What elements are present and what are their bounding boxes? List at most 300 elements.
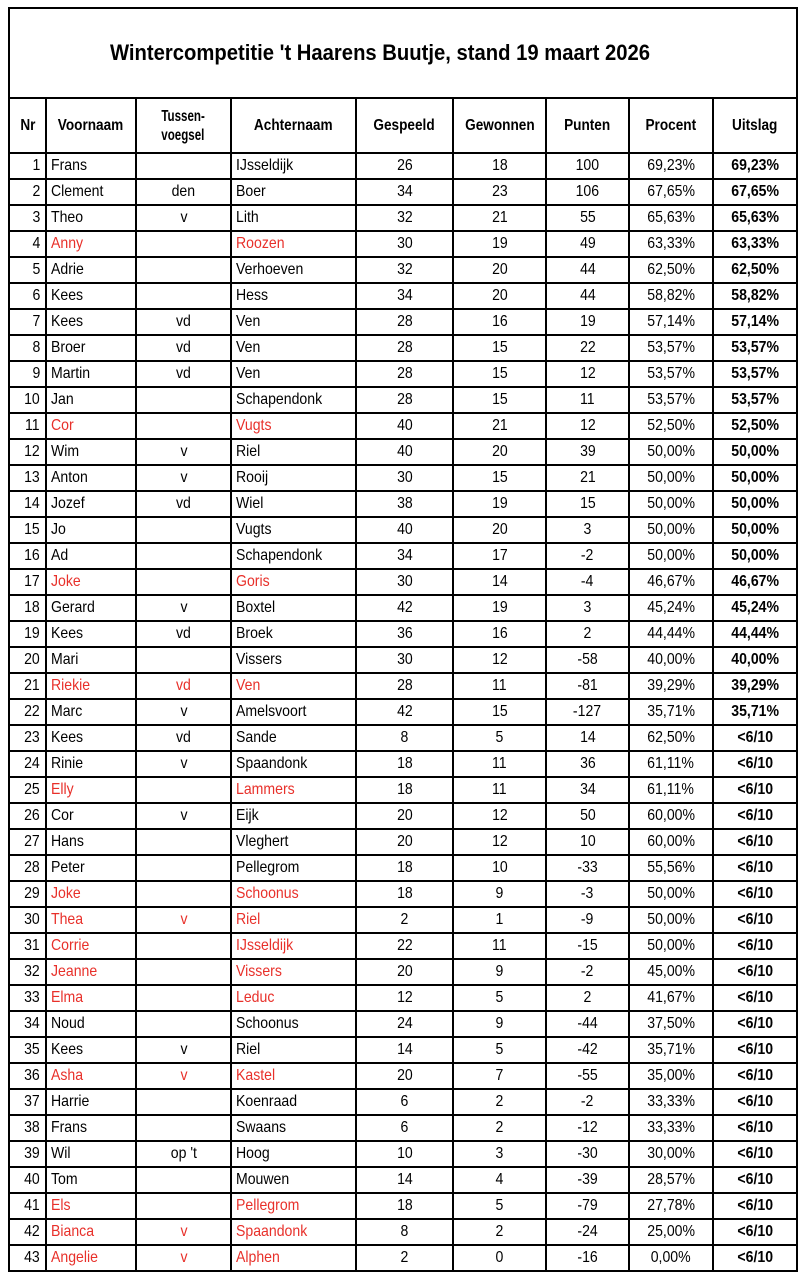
- cell-gewonnen: [453, 777, 546, 803]
- cell-gewonnen: [453, 1011, 546, 1037]
- cell-gewonnen: [453, 985, 546, 1011]
- voornaam-value: Ad: [51, 547, 69, 564]
- cell-tussen: [136, 1193, 231, 1219]
- cell-punten: [546, 1193, 629, 1219]
- achternaam-value: Verhoeven: [236, 261, 304, 278]
- cell-gespeeld: [356, 309, 453, 335]
- cell-tussen: [136, 647, 231, 673]
- procent-value: 55,56%: [647, 859, 695, 876]
- uitslag-value: <6/10: [737, 1119, 773, 1136]
- cell-voornaam: [46, 1037, 136, 1063]
- cell-procent: [629, 647, 713, 673]
- procent-value: 50,00%: [647, 885, 695, 902]
- cell-gespeeld: [356, 569, 453, 595]
- gewonnen-value: 2: [495, 1093, 504, 1110]
- cell-punten: [546, 621, 629, 647]
- nr-value: 40: [24, 1171, 40, 1188]
- uitslag-value: <6/10: [737, 1145, 773, 1162]
- cell-nr: [9, 1193, 46, 1219]
- tussen-value: v: [179, 599, 188, 616]
- tussen-value: vd: [176, 729, 191, 746]
- procent-value: 45,24%: [647, 599, 695, 616]
- voornaam-value: Wil: [51, 1145, 71, 1162]
- punten-value: -4: [581, 573, 594, 590]
- cell-procent: [629, 465, 713, 491]
- punten-value: 3: [583, 599, 592, 616]
- punten-value: -24: [577, 1223, 598, 1240]
- cell-nr: [9, 283, 46, 309]
- punten-value: -12: [577, 1119, 598, 1136]
- cell-gespeeld: [356, 153, 453, 179]
- nr-value: 4: [32, 235, 41, 252]
- voornaam-value: Kees: [51, 625, 84, 642]
- nr-value: 3: [32, 209, 41, 226]
- punten-value: -127: [573, 703, 602, 720]
- cell-achternaam: [231, 1141, 356, 1167]
- cell-nr: [9, 751, 46, 777]
- cell-voornaam: [46, 673, 136, 699]
- cell-voornaam: [46, 959, 136, 985]
- uitslag-value: 50,00%: [731, 495, 779, 512]
- procent-value: 25,00%: [647, 1223, 695, 1240]
- uitslag-value: <6/10: [737, 807, 773, 824]
- cell-achternaam: [231, 1219, 356, 1245]
- table-row: [9, 413, 797, 439]
- achternaam-value: Vissers: [236, 651, 282, 668]
- punten-value: -39: [577, 1171, 598, 1188]
- tussen-value: v: [179, 1249, 188, 1266]
- cell-nr: [9, 205, 46, 231]
- gespeeld-value: 24: [396, 1015, 413, 1032]
- table-row: [9, 699, 797, 725]
- cell-procent: [629, 413, 713, 439]
- cell-achternaam: [231, 179, 356, 205]
- cell-tussen: [136, 205, 231, 231]
- uitslag-value: <6/10: [737, 963, 773, 980]
- punten-value: 2: [583, 625, 592, 642]
- table-row: [9, 543, 797, 569]
- voornaam-value: Kees: [51, 287, 84, 304]
- achternaam-value: Hoog: [236, 1145, 270, 1162]
- cell-gespeeld: [356, 829, 453, 855]
- gespeeld-value: 40: [396, 443, 413, 460]
- gewonnen-value: 9: [495, 963, 504, 980]
- cell-tussen: [136, 439, 231, 465]
- cell-gewonnen: [453, 335, 546, 361]
- gewonnen-value: 15: [491, 339, 508, 356]
- cell-voornaam: [46, 309, 136, 335]
- cell-uitslag: [713, 647, 797, 673]
- cell-achternaam: [231, 543, 356, 569]
- achternaam-value: Mouwen: [236, 1171, 290, 1188]
- punten-value: 44: [579, 287, 596, 304]
- gewonnen-value: 11: [492, 937, 507, 954]
- cell-uitslag: [713, 387, 797, 413]
- cell-nr: [9, 439, 46, 465]
- cell-punten: [546, 1141, 629, 1167]
- cell-punten: [546, 803, 629, 829]
- procent-value: 61,11%: [647, 781, 695, 798]
- cell-procent: [629, 1089, 713, 1115]
- gespeeld-value: 2: [400, 911, 409, 928]
- cell-punten: [546, 517, 629, 543]
- gewonnen-value: 5: [495, 729, 504, 746]
- punten-value: 14: [579, 729, 596, 746]
- cell-achternaam: [231, 959, 356, 985]
- cell-tussen: [136, 1063, 231, 1089]
- cell-uitslag: [713, 465, 797, 491]
- voornaam-value: Kees: [51, 313, 84, 330]
- cell-tussen: [136, 699, 231, 725]
- uitslag-value: <6/10: [737, 1197, 773, 1214]
- procent-value: 35,71%: [647, 703, 695, 720]
- cell-gespeeld: [356, 855, 453, 881]
- standings-body: [9, 153, 797, 1271]
- cell-voornaam: [46, 1245, 136, 1271]
- cell-uitslag: [713, 959, 797, 985]
- cell-voornaam: [46, 361, 136, 387]
- cell-nr: [9, 855, 46, 881]
- cell-gespeeld: [356, 1219, 453, 1245]
- cell-gewonnen: [453, 1167, 546, 1193]
- cell-voornaam: [46, 413, 136, 439]
- achternaam-value: Riel: [236, 443, 261, 460]
- gewonnen-value: 9: [495, 1015, 504, 1032]
- cell-uitslag: [713, 491, 797, 517]
- cell-tussen: [136, 985, 231, 1011]
- cell-achternaam: [231, 621, 356, 647]
- nr-value: 27: [24, 833, 40, 850]
- cell-voornaam: [46, 465, 136, 491]
- cell-achternaam: [231, 335, 356, 361]
- cell-gespeeld: [356, 413, 453, 439]
- cell-punten: [546, 933, 629, 959]
- cell-punten: [546, 153, 629, 179]
- cell-procent: [629, 517, 713, 543]
- cell-gewonnen: [453, 205, 546, 231]
- cell-gespeeld: [356, 1115, 453, 1141]
- achternaam-value: Roozen: [236, 235, 285, 252]
- cell-punten: [546, 1011, 629, 1037]
- cell-nr: [9, 595, 46, 621]
- cell-uitslag: [713, 361, 797, 387]
- header-procent: [629, 98, 713, 153]
- cell-achternaam: [231, 855, 356, 881]
- header-punten-label: Punten: [564, 117, 611, 134]
- tussen-value: v: [179, 1223, 188, 1240]
- uitslag-value: <6/10: [737, 755, 773, 772]
- cell-gespeeld: [356, 1089, 453, 1115]
- gewonnen-value: 7: [495, 1067, 504, 1084]
- uitslag-value: 69,23%: [731, 157, 779, 174]
- tussen-value: vd: [176, 339, 191, 356]
- cell-voornaam: [46, 647, 136, 673]
- cell-tussen: [136, 621, 231, 647]
- tussen-value: v: [179, 703, 188, 720]
- nr-value: 8: [32, 339, 41, 356]
- procent-value: 60,00%: [647, 807, 695, 824]
- header-tussen-line2: voegsel: [161, 126, 206, 144]
- voornaam-value: Bianca: [51, 1223, 95, 1240]
- uitslag-value: <6/10: [737, 1223, 773, 1240]
- uitslag-value: 53,57%: [731, 365, 779, 382]
- gespeeld-value: 10: [396, 1145, 413, 1162]
- cell-procent: [629, 153, 713, 179]
- achternaam-value: IJsseldijk: [236, 937, 294, 954]
- achternaam-value: Boxtel: [236, 599, 276, 616]
- cell-gewonnen: [453, 725, 546, 751]
- gewonnen-value: 19: [491, 495, 508, 512]
- cell-nr: [9, 517, 46, 543]
- cell-nr: [9, 621, 46, 647]
- voornaam-value: Cor: [51, 417, 74, 434]
- header-achternaam: [231, 98, 356, 153]
- achternaam-value: Vleghert: [236, 833, 289, 850]
- procent-value: 45,00%: [647, 963, 695, 980]
- cell-procent: [629, 387, 713, 413]
- cell-gespeeld: [356, 803, 453, 829]
- header-gewonnen: [453, 98, 546, 153]
- procent-value: 69,23%: [647, 157, 695, 174]
- cell-voornaam: [46, 569, 136, 595]
- cell-uitslag: [713, 205, 797, 231]
- procent-value: 50,00%: [647, 443, 695, 460]
- achternaam-value: Pellegrom: [236, 859, 300, 876]
- nr-value: 19: [24, 625, 40, 642]
- page-title-text: Wintercompetitie 't Haarens Buutje, stand 19 maart 2026: [109, 40, 650, 65]
- achternaam-value: Ven: [236, 313, 261, 330]
- cell-gewonnen: [453, 803, 546, 829]
- gewonnen-value: 0: [495, 1249, 504, 1266]
- cell-punten: [546, 491, 629, 517]
- cell-voornaam: [46, 1115, 136, 1141]
- gewonnen-value: 3: [495, 1145, 504, 1162]
- cell-gewonnen: [453, 569, 546, 595]
- cell-nr: [9, 257, 46, 283]
- cell-gespeeld: [356, 907, 453, 933]
- cell-tussen: [136, 1011, 231, 1037]
- cell-achternaam: [231, 1245, 356, 1271]
- cell-punten: [546, 959, 629, 985]
- achternaam-value: Alphen: [236, 1249, 280, 1266]
- cell-gewonnen: [453, 881, 546, 907]
- cell-nr: [9, 179, 46, 205]
- cell-voornaam: [46, 725, 136, 751]
- cell-gespeeld: [356, 1011, 453, 1037]
- cell-voornaam: [46, 491, 136, 517]
- cell-voornaam: [46, 803, 136, 829]
- procent-value: 39,29%: [647, 677, 695, 694]
- procent-value: 60,00%: [647, 833, 695, 850]
- cell-procent: [629, 231, 713, 257]
- table-row: [9, 1115, 797, 1141]
- title-row: [9, 8, 797, 98]
- cell-nr: [9, 959, 46, 985]
- uitslag-value: 63,33%: [731, 235, 779, 252]
- gespeeld-value: 28: [396, 391, 413, 408]
- cell-achternaam: [231, 413, 356, 439]
- cell-procent: [629, 1063, 713, 1089]
- cell-gespeeld: [356, 881, 453, 907]
- cell-nr: [9, 907, 46, 933]
- cell-uitslag: [713, 595, 797, 621]
- procent-value: 61,11%: [647, 755, 695, 772]
- nr-value: 23: [24, 729, 40, 746]
- cell-uitslag: [713, 543, 797, 569]
- punten-value: -9: [581, 911, 594, 928]
- header-procent-label: Procent: [645, 117, 697, 134]
- cell-procent: [629, 1193, 713, 1219]
- nr-value: 39: [24, 1145, 40, 1162]
- procent-value: 62,50%: [647, 261, 695, 278]
- punten-value: -42: [577, 1041, 598, 1058]
- voornaam-value: Thea: [51, 911, 84, 928]
- cell-nr: [9, 569, 46, 595]
- cell-punten: [546, 205, 629, 231]
- cell-punten: [546, 777, 629, 803]
- uitslag-value: <6/10: [737, 859, 773, 876]
- voornaam-value: Tom: [51, 1171, 78, 1188]
- nr-value: 37: [24, 1093, 40, 1110]
- punten-value: 12: [579, 365, 596, 382]
- cell-voornaam: [46, 153, 136, 179]
- voornaam-value: Hans: [51, 833, 84, 850]
- cell-nr: [9, 699, 46, 725]
- table-row: [9, 959, 797, 985]
- header-voornaam: [46, 98, 136, 153]
- cell-gespeeld: [356, 751, 453, 777]
- punten-value: 22: [579, 339, 596, 356]
- voornaam-value: Joke: [51, 885, 81, 902]
- gewonnen-value: 4: [495, 1171, 504, 1188]
- voornaam-value: Joke: [51, 573, 81, 590]
- cell-tussen: [136, 517, 231, 543]
- cell-tussen: [136, 179, 231, 205]
- gewonnen-value: 15: [491, 469, 508, 486]
- cell-tussen: [136, 829, 231, 855]
- nr-value: 42: [24, 1223, 40, 1240]
- cell-punten: [546, 309, 629, 335]
- cell-gespeeld: [356, 777, 453, 803]
- cell-procent: [629, 1141, 713, 1167]
- voornaam-value: Mari: [51, 651, 79, 668]
- cell-achternaam: [231, 725, 356, 751]
- cell-uitslag: [713, 985, 797, 1011]
- table-row: [9, 569, 797, 595]
- cell-procent: [629, 1245, 713, 1271]
- gespeeld-value: 28: [396, 339, 413, 356]
- cell-gewonnen: [453, 1245, 546, 1271]
- cell-nr: [9, 985, 46, 1011]
- cell-voornaam: [46, 985, 136, 1011]
- cell-procent: [629, 1115, 713, 1141]
- cell-procent: [629, 855, 713, 881]
- tussen-value: vd: [176, 495, 191, 512]
- cell-tussen: [136, 855, 231, 881]
- table-row: [9, 673, 797, 699]
- cell-punten: [546, 1167, 629, 1193]
- gewonnen-value: 19: [491, 235, 508, 252]
- cell-uitslag: [713, 673, 797, 699]
- table-row: [9, 933, 797, 959]
- gewonnen-value: 21: [491, 209, 508, 226]
- cell-punten: [546, 699, 629, 725]
- cell-achternaam: [231, 1193, 356, 1219]
- table-row: [9, 881, 797, 907]
- cell-punten: [546, 387, 629, 413]
- cell-achternaam: [231, 205, 356, 231]
- cell-achternaam: [231, 257, 356, 283]
- nr-value: 36: [24, 1067, 40, 1084]
- cell-tussen: [136, 1245, 231, 1271]
- table-row: [9, 309, 797, 335]
- table-row: [9, 1141, 797, 1167]
- uitslag-value: 57,14%: [731, 313, 779, 330]
- punten-value: 15: [579, 495, 596, 512]
- achternaam-value: Kastel: [236, 1067, 276, 1084]
- achternaam-value: Riel: [236, 911, 261, 928]
- procent-value: 37,50%: [647, 1015, 695, 1032]
- tussen-value: v: [179, 1067, 188, 1084]
- cell-nr: [9, 309, 46, 335]
- gespeeld-value: 2: [400, 1249, 409, 1266]
- table-row: [9, 335, 797, 361]
- cell-gewonnen: [453, 387, 546, 413]
- header-gespeeld: [356, 98, 453, 153]
- cell-voornaam: [46, 1193, 136, 1219]
- cell-tussen: [136, 1037, 231, 1063]
- cell-punten: [546, 361, 629, 387]
- cell-procent: [629, 881, 713, 907]
- cell-gewonnen: [453, 1089, 546, 1115]
- cell-voornaam: [46, 1089, 136, 1115]
- cell-gewonnen: [453, 751, 546, 777]
- cell-achternaam: [231, 153, 356, 179]
- cell-uitslag: [713, 1245, 797, 1271]
- cell-tussen: [136, 803, 231, 829]
- cell-gewonnen: [453, 699, 546, 725]
- procent-value: 27,78%: [647, 1197, 695, 1214]
- gewonnen-value: 15: [491, 703, 508, 720]
- cell-achternaam: [231, 309, 356, 335]
- tussen-value: vd: [176, 365, 191, 382]
- cell-voornaam: [46, 1063, 136, 1089]
- cell-gespeeld: [356, 673, 453, 699]
- header-uitslag: [713, 98, 797, 153]
- cell-nr: [9, 153, 46, 179]
- uitslag-value: 35,71%: [731, 703, 779, 720]
- cell-nr: [9, 725, 46, 751]
- cell-tussen: [136, 673, 231, 699]
- uitslag-value: 50,00%: [731, 469, 779, 486]
- cell-tussen: [136, 361, 231, 387]
- procent-value: 52,50%: [647, 417, 695, 434]
- gespeeld-value: 40: [396, 417, 413, 434]
- cell-nr: [9, 231, 46, 257]
- cell-achternaam: [231, 1115, 356, 1141]
- cell-achternaam: [231, 361, 356, 387]
- cell-voornaam: [46, 439, 136, 465]
- cell-uitslag: [713, 1193, 797, 1219]
- cell-voornaam: [46, 829, 136, 855]
- cell-gespeeld: [356, 491, 453, 517]
- cell-voornaam: [46, 1219, 136, 1245]
- cell-procent: [629, 907, 713, 933]
- achternaam-value: Schapendonk: [236, 391, 323, 408]
- header-voornaam-label: Voornaam: [58, 117, 124, 134]
- voornaam-value: Jo: [51, 521, 66, 538]
- gespeeld-value: 40: [396, 521, 413, 538]
